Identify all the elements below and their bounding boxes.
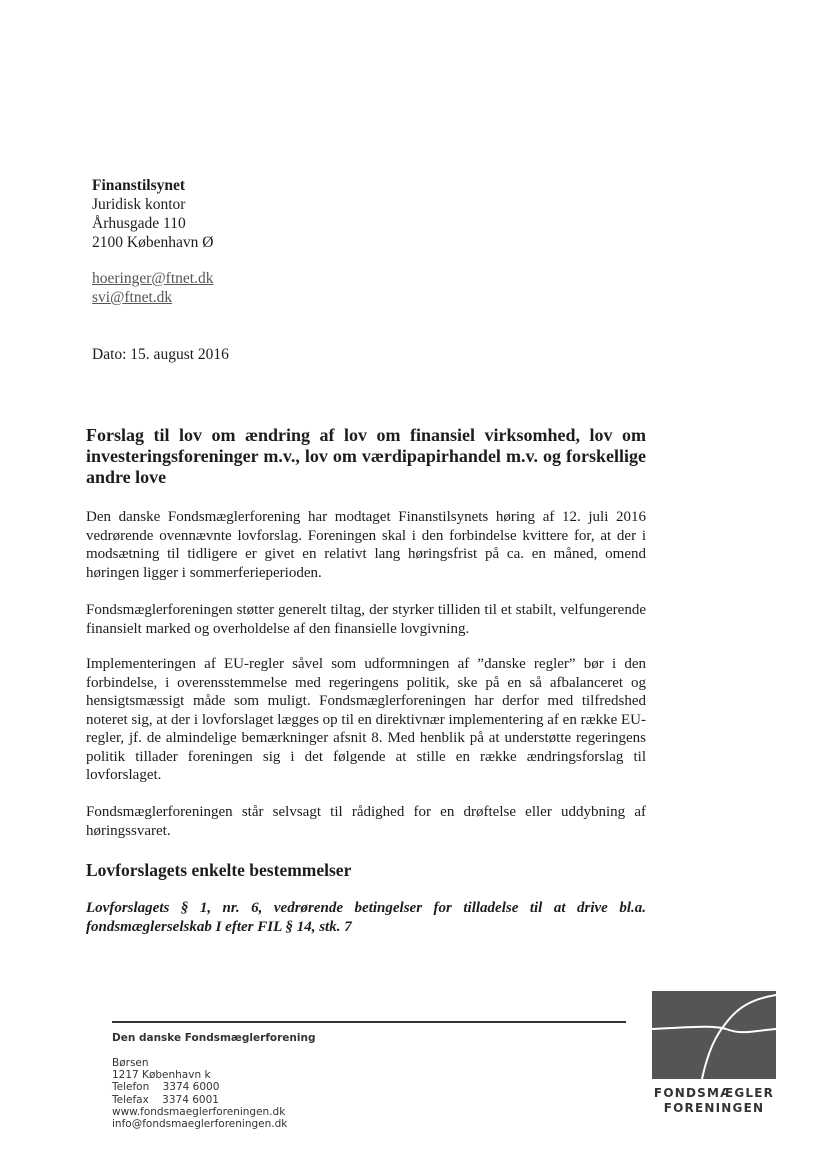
logo-emblem	[652, 991, 776, 1079]
logo-curve-icon	[652, 991, 776, 1079]
recipient-department: Juridisk kontor	[92, 196, 186, 213]
recipient-city: 2100 København Ø	[92, 234, 214, 251]
paragraph-3: Implementeringen af EU-regler såvel som udformningen af ”danske regler” bør i den forbindelse, i overensstemmelse med regeringens politik, ske på en så afbalanceret og hensigtsmæssigt måde som muligt. Fondsmæglerforeningen har derfor med tilfredshed noteret sig, at der i lovforslaget lægges op til en direktivnær implementering af en række EU-regler, jf. de almindelige bemærkninger afsnit 8. Med henblik på at understøtte regeringens politik tillader foreningen sig i det følgende at stille en række ændringsforslag til lovforslaget.	[86, 656, 646, 783]
paragraph-2: Fondsmæglerforeningen støtter generelt tiltag, der styrker tilliden til et stabilt, velfungerende finansielt marked og overholdelse af den finansielle lovgivning.	[86, 602, 646, 637]
logo-line-2: FORENINGEN	[663, 1101, 765, 1115]
footer-line-postal: 1217 København k	[112, 1069, 211, 1082]
email-link-svi[interactable]: svi@ftnet.dk	[92, 289, 173, 306]
letter-date: Dato: 15. august 2016	[92, 346, 229, 363]
footer-line-phone: Telefon 3374 6000	[112, 1081, 220, 1094]
recipient-name: Finanstilsynet	[92, 177, 186, 194]
footer-line-fax: Telefax 3374 6001	[112, 1093, 219, 1106]
footer-contact	[112, 1057, 287, 1130]
paragraph-4: Fondsmæglerforeningen står selvsagt til rådighed for en drøftelse eller uddybning af høringssvaret.	[86, 804, 646, 839]
logo-wordmark	[646, 1086, 782, 1116]
footer-organization: Den danske Fondsmæglerforening	[112, 1032, 316, 1044]
email-links	[92, 269, 213, 307]
subsection-heading: Lovforslagets § 1, nr. 6, vedrørende betingelser for tilladelse til at drive bl.a. fondsmæglerselskab I efter FIL § 14, stk. 7	[86, 900, 646, 935]
section-heading: Lovforslagets enkelte bestemmelser	[86, 860, 352, 880]
paragraph-1: Den danske Fondsmæglerforening har modtaget Finanstilsynets høring af 12. juli 2016 vedrørende ovennævnte lovforslag. Foreningen skal i den forbindelse kvittere for, at der i modsætning til tidligere er givet en relativt lang høringsfrist på ca. en måned, omend høringen ligger i sommerferieperioden.	[86, 509, 646, 581]
footer-line-email: info@fondsmaeglerforeningen.dk	[112, 1118, 288, 1131]
footer-divider	[112, 1021, 626, 1023]
logo-line-1: FONDSMÆGLER	[653, 1086, 775, 1100]
letter-title: Forslag til lov om ændring af lov om finansiel virksomhed, lov om investeringsforeninger m.v., lov om værdipapirhandel m.v. og forskellige andre love	[86, 425, 646, 487]
email-link-hoeringer[interactable]: hoeringer@ftnet.dk	[92, 270, 214, 287]
footer-line-building: Børsen	[112, 1057, 149, 1069]
footer-line-website: www.fondsmaeglerforeningen.dk	[112, 1105, 286, 1118]
recipient-address	[92, 176, 213, 252]
recipient-street: Århusgade 110	[92, 215, 186, 232]
